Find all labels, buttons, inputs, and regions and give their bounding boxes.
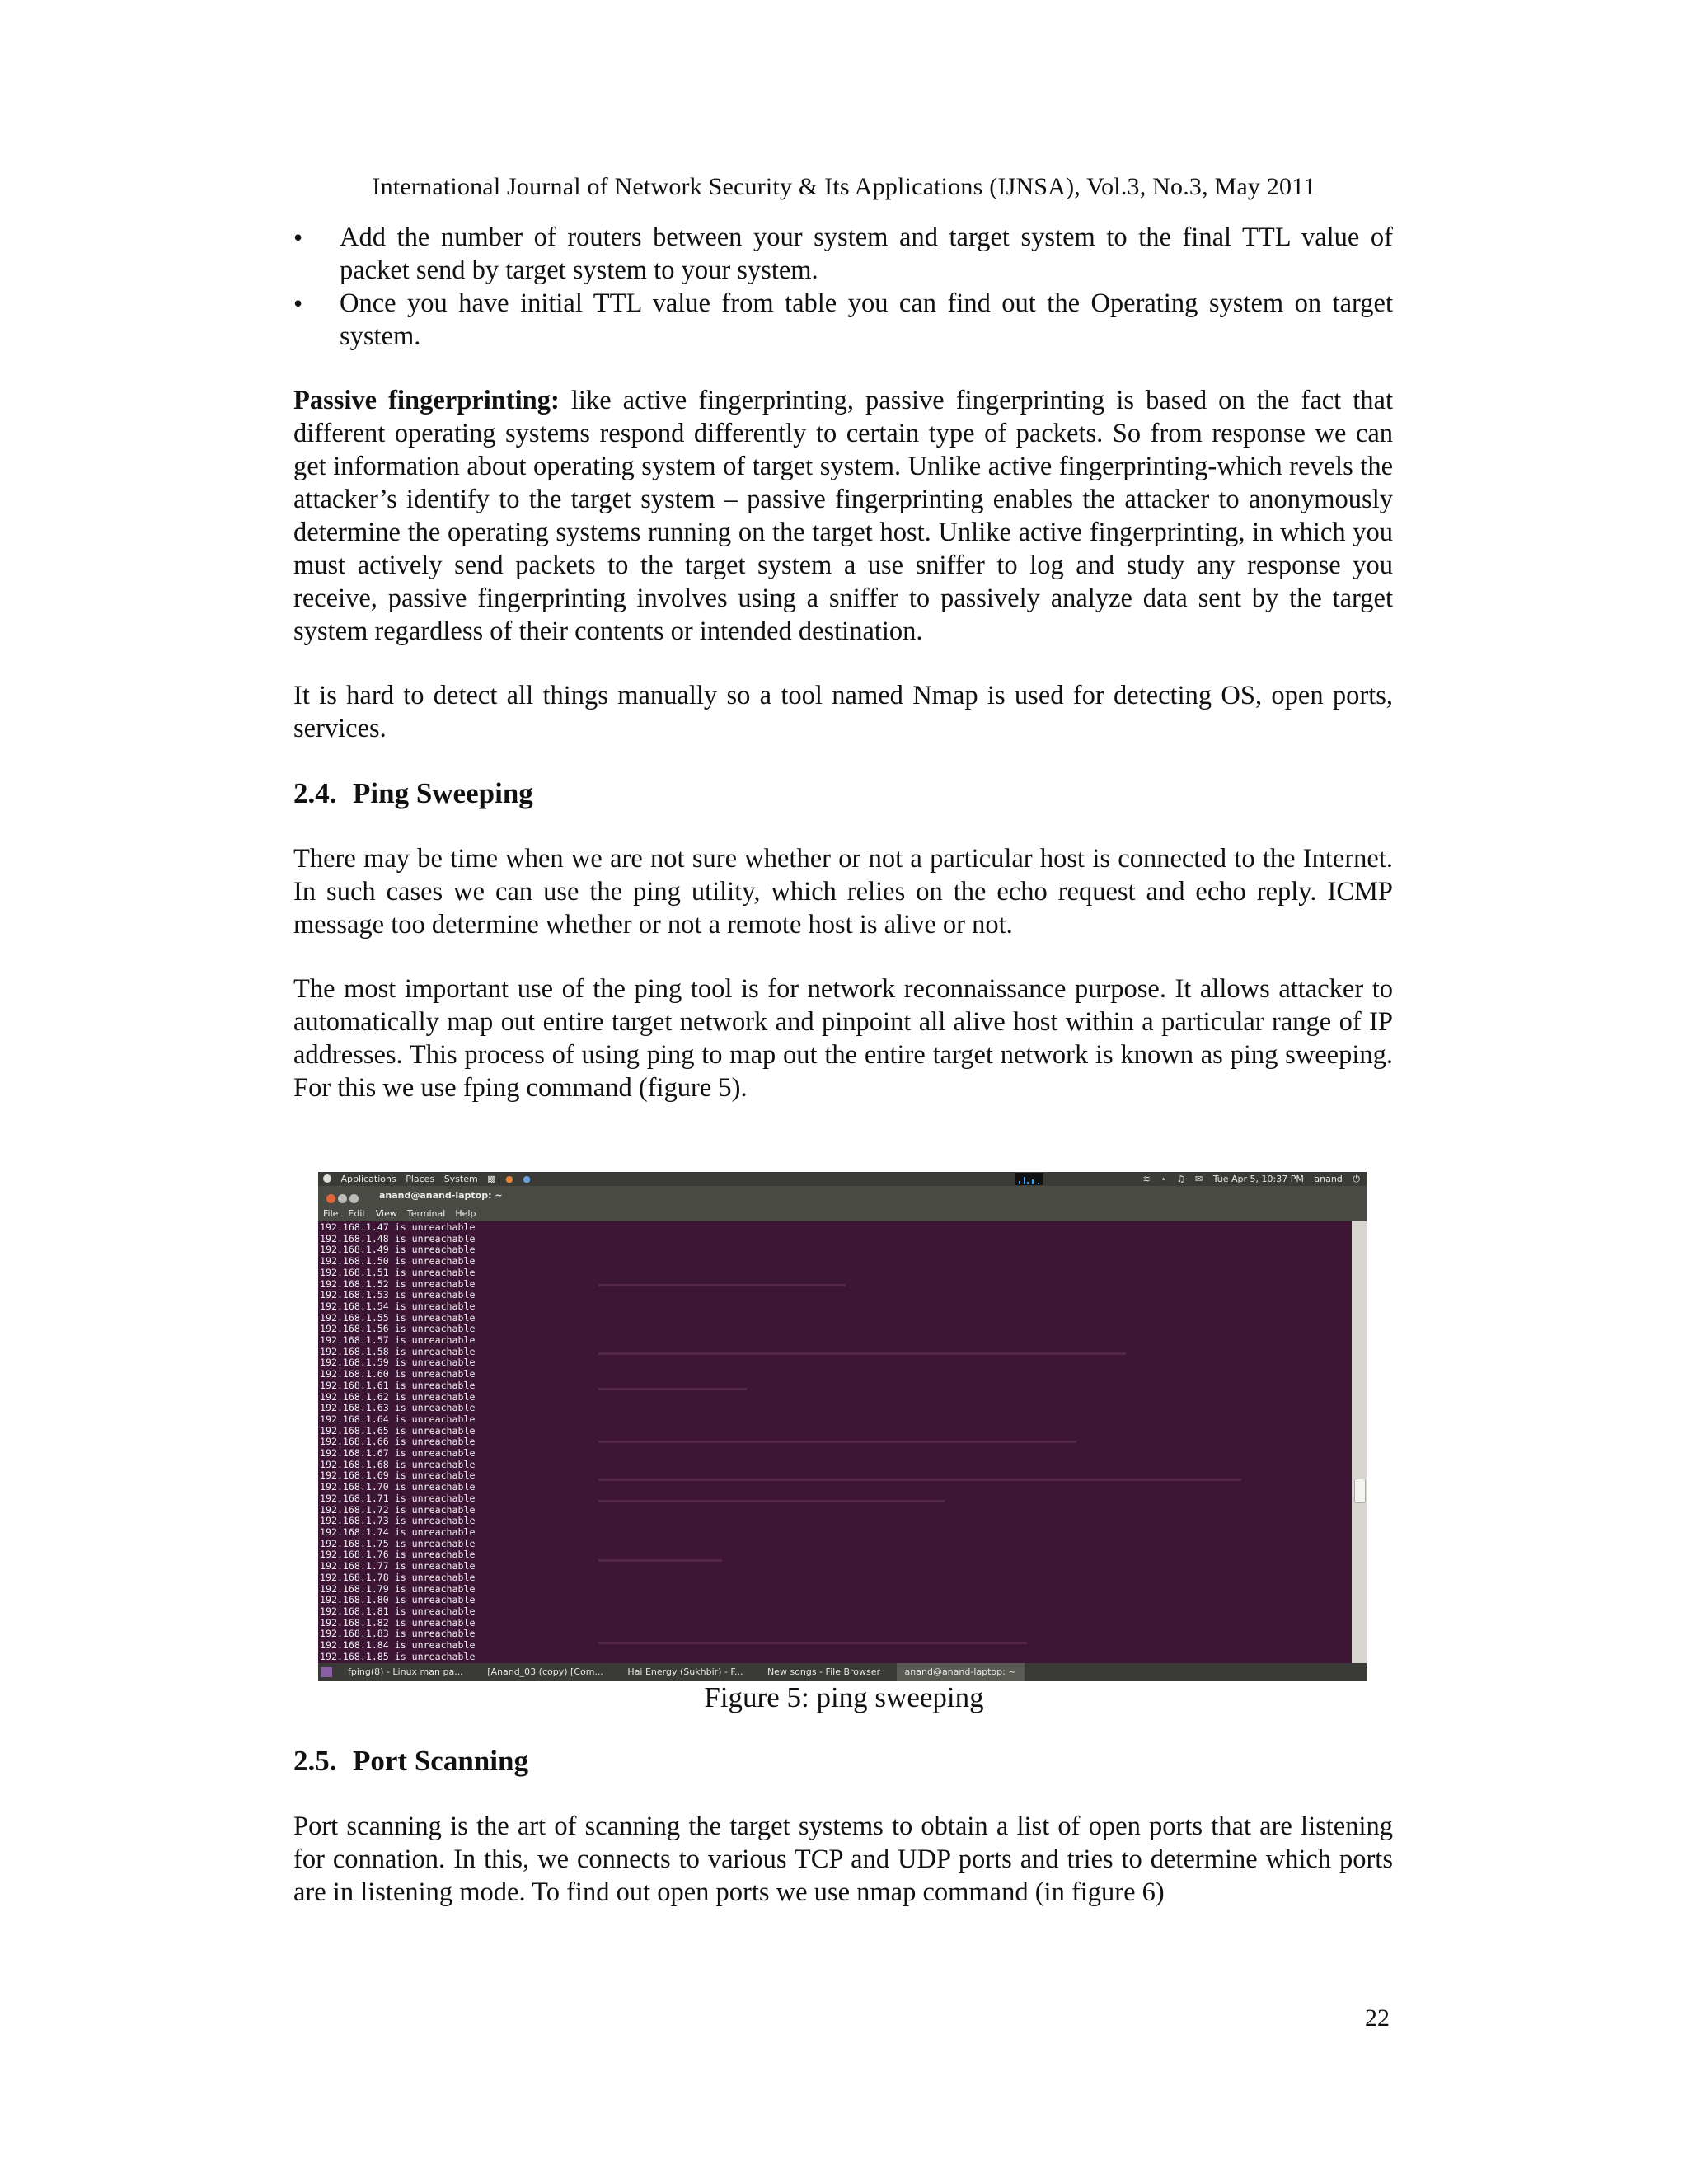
menu-view[interactable]: View xyxy=(375,1208,397,1219)
terminal-line: 192.168.1.62 is unreachable xyxy=(320,1390,476,1403)
menu-applications[interactable]: Applications xyxy=(340,1174,396,1184)
terminal-line: 192.168.1.68 is unreachable xyxy=(320,1458,476,1470)
terminal-line: 192.168.1.84 is unreachable xyxy=(320,1639,476,1652)
terminal-line: 192.168.1.65 is unreachable xyxy=(320,1424,476,1436)
bluetooth-icon[interactable]: ⋆ xyxy=(1160,1174,1167,1184)
port-paragraph: Port scanning is the art of scanning the target systems to obtain a list of open ports that are listening for connation. In this, we connects to various TCP and UDP ports and tries to determine which ports are in listening mode. To find out open ports we use nmap command (in figure 6) xyxy=(293,1811,1393,1907)
figure-caption: Figure 5: ping sweeping xyxy=(704,1681,984,1713)
clock[interactable]: Tue Apr 5, 10:37 PM xyxy=(1212,1174,1304,1184)
section-heading-2-5 xyxy=(293,1744,1393,1779)
terminal-line: 192.168.1.47 is unreachable xyxy=(320,1221,476,1233)
main-text xyxy=(293,221,1393,1104)
maximize-button[interactable] xyxy=(349,1194,359,1203)
system-monitor-graph xyxy=(1015,1173,1043,1185)
terminal-line: 192.168.1.64 is unreachable xyxy=(320,1413,476,1425)
terminal-line: 192.168.1.78 is unreachable xyxy=(320,1571,476,1583)
task-hai-energy[interactable]: Hai Energy (Sukhbir) - F... xyxy=(627,1666,743,1677)
terminal-menubar xyxy=(318,1206,1367,1221)
task-fping-man[interactable]: fping(8) - Linux man pa... xyxy=(348,1666,463,1677)
terminal-line: 192.168.1.60 is unreachable xyxy=(320,1368,476,1380)
top-panel xyxy=(318,1172,1367,1186)
terminal-line: 192.168.1.61 is unreachable xyxy=(320,1379,476,1391)
task-terminal[interactable]: anand@anand-laptop: ~ xyxy=(897,1663,1025,1681)
terminal-line: 192.168.1.59 is unreachable xyxy=(320,1357,476,1369)
ping-paragraph-1: There may be time when we are not sure whether or not a particular host is connected to the Internet. In such cases we can use the ping utility, which relies on the echo request and echo reply. ICMP message too determine whether or not a remote host is alive or not. xyxy=(293,844,1393,940)
user-menu[interactable]: anand xyxy=(1314,1174,1343,1184)
task-anand-copy[interactable]: [Anand_03 (copy) [Com... xyxy=(487,1666,603,1677)
terminal-line: 192.168.1.74 is unreachable xyxy=(320,1526,476,1538)
help-icon[interactable]: ● xyxy=(523,1174,531,1184)
terminal-line: 192.168.1.55 is unreachable xyxy=(320,1311,476,1324)
terminal-line: 192.168.1.66 is unreachable xyxy=(320,1436,476,1448)
show-desktop-icon[interactable] xyxy=(321,1667,332,1677)
terminal-line: 192.168.1.57 is unreachable xyxy=(320,1334,476,1347)
wifi-icon[interactable]: ≋ xyxy=(1142,1174,1151,1184)
terminal-line: 192.168.1.69 is unreachable xyxy=(320,1469,476,1482)
terminal-line: 192.168.1.72 is unreachable xyxy=(320,1503,476,1516)
figure-screenshot xyxy=(318,1172,1367,1681)
section-number: 2.5. xyxy=(293,1745,337,1777)
terminal-scrollbar[interactable] xyxy=(1352,1221,1367,1663)
scrollbar-thumb[interactable] xyxy=(1354,1479,1366,1503)
section-heading-2-4 xyxy=(293,776,1393,811)
power-icon[interactable]: ⏻ xyxy=(1353,1174,1360,1184)
menu-system[interactable]: System xyxy=(443,1174,478,1184)
nmap-paragraph: It is hard to detect all things manually so a tool named Nmap is used for detecting OS, open ports, services. xyxy=(293,681,1393,743)
window-titlebar xyxy=(318,1186,1367,1206)
terminal-line: 192.168.1.76 is unreachable xyxy=(320,1549,476,1561)
terminal-line: 192.168.1.67 is unreachable xyxy=(320,1447,476,1460)
page-number: 22 xyxy=(1365,2004,1390,2032)
volume-icon[interactable]: ♫ xyxy=(1176,1174,1185,1184)
ping-paragraph-2: The most important use of the ping tool is for network reconnaissance purpose. It allows attacker to automatically map out entire target network and pinpoint all alive host within a particular range of IP addresses. This process of using ping to map out the entire target network is known as ping sweeping. For this we use fping command (figure 5). xyxy=(293,974,1393,1103)
menu-file[interactable]: File xyxy=(323,1208,339,1219)
passive-text: like active fingerprinting, passive fingerprinting is based on the fact that different operating systems respond differently to certain type of packets. So from response we can get information about operating system of target system. Unlike active fingerprinting-which revels the attacker’s identify to the target system – passive fingerprinting enables the attacker to anonymously determine the operating systems running on the target host. Unlike active fingerprinting, in which you must actively send packets to the target system a use sniffer to log and study any response you receive, passive fingerprinting involves using a sniffer to passively analyze data sent by the target system regardless of their contents or intended destination. xyxy=(293,386,1394,646)
passive-paragraph xyxy=(293,384,1393,648)
terminal-line: 192.168.1.52 is unreachable xyxy=(320,1277,476,1290)
menu-edit[interactable]: Edit xyxy=(348,1208,366,1219)
terminal-line: 192.168.1.50 is unreachable xyxy=(320,1255,476,1268)
menu-places[interactable]: Places xyxy=(406,1174,435,1184)
terminal-launcher-icon[interactable]: ▩ xyxy=(487,1174,496,1184)
terminal-line: 192.168.1.85 is unreachable xyxy=(320,1650,476,1662)
firefox-icon[interactable]: ● xyxy=(505,1174,513,1184)
bullet-item: • Once you have initial TTL value from table you can find out the Operating system on target system. xyxy=(293,287,1393,353)
bullet-list xyxy=(293,221,1393,353)
close-button[interactable] xyxy=(326,1194,335,1203)
menu-terminal[interactable]: Terminal xyxy=(406,1208,446,1219)
menu-help[interactable]: Help xyxy=(455,1208,476,1219)
task-file-browser[interactable]: New songs - File Browser xyxy=(767,1666,881,1677)
bullet-item: • Add the number of routers between your system and target system to the final TTL value of packet send by target system to your system. xyxy=(293,221,1393,287)
terminal-line: 192.168.1.54 is unreachable xyxy=(320,1300,476,1312)
bottom-taskbar xyxy=(318,1663,1367,1681)
passive-lead: Passive fingerprinting: xyxy=(293,386,560,415)
minimize-button[interactable] xyxy=(338,1194,347,1203)
terminal-line: 192.168.1.56 is unreachable xyxy=(320,1323,476,1335)
terminal-line: 192.168.1.63 is unreachable xyxy=(320,1402,476,1414)
ubuntu-logo-icon xyxy=(323,1174,331,1183)
terminal-line: 192.168.1.81 is unreachable xyxy=(320,1605,476,1617)
mail-icon[interactable]: ✉ xyxy=(1195,1174,1203,1184)
terminal-line: 192.168.1.73 is unreachable xyxy=(320,1515,476,1527)
running-header: International Journal of Network Security & Its Applications (IJNSA), Vol.3, No.3, May 2011 xyxy=(372,173,1316,200)
terminal-line: 192.168.1.53 is unreachable xyxy=(320,1289,476,1301)
terminal-line: 192.168.1.49 is unreachable xyxy=(320,1244,476,1256)
terminal-line: 192.168.1.83 is unreachable xyxy=(320,1628,476,1640)
terminal-line: 192.168.1.77 is unreachable xyxy=(320,1560,476,1572)
section-title: Ping Sweeping xyxy=(353,777,533,809)
terminal-line: 192.168.1.75 is unreachable xyxy=(320,1537,476,1549)
terminal-line: 192.168.1.82 is unreachable xyxy=(320,1616,476,1629)
terminal-line: 192.168.1.71 is unreachable xyxy=(320,1492,476,1504)
terminal-line: 192.168.1.79 is unreachable xyxy=(320,1582,476,1595)
section-title: Port Scanning xyxy=(353,1745,528,1777)
terminal-line: 192.168.1.48 is unreachable xyxy=(320,1232,476,1244)
terminal-line: 192.168.1.51 is unreachable xyxy=(320,1266,476,1278)
section-number: 2.4. xyxy=(293,777,337,809)
terminal-line: 192.168.1.70 is unreachable xyxy=(320,1481,476,1493)
terminal-line: 192.168.1.58 is unreachable xyxy=(320,1345,476,1357)
terminal-line: 192.168.1.80 is unreachable xyxy=(320,1594,476,1606)
window-title: anand@anand-laptop: ~ xyxy=(379,1190,503,1201)
main-text-continued xyxy=(293,1744,1393,1909)
